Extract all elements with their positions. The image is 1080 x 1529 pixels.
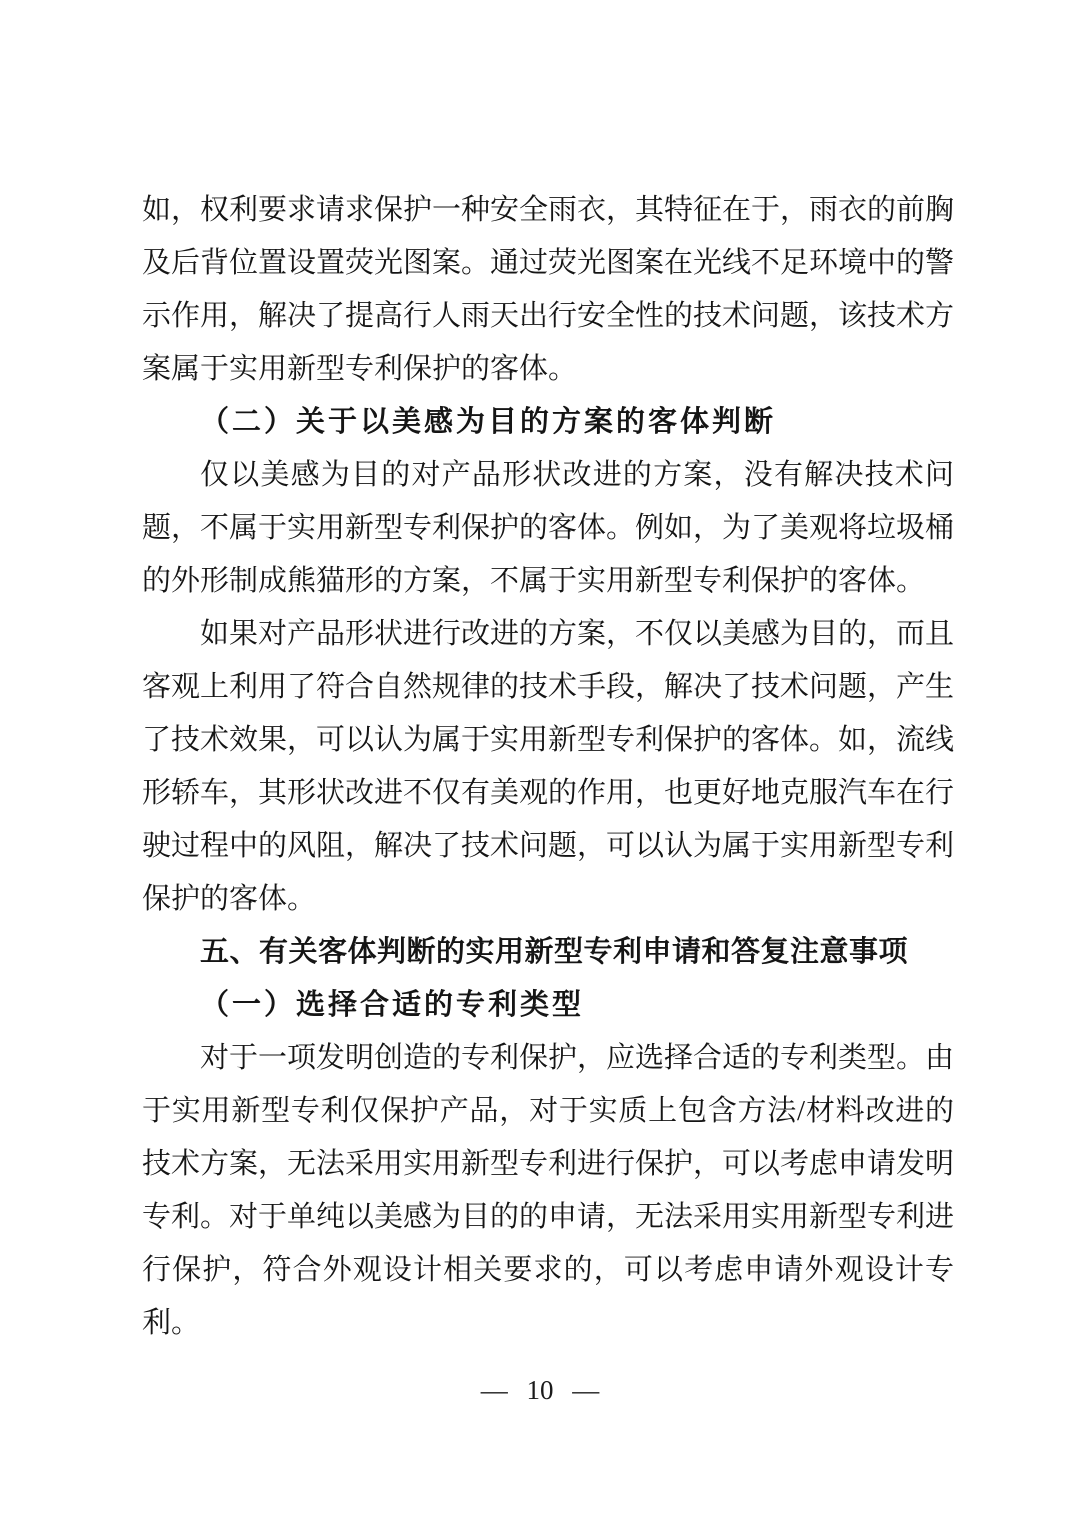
paragraph: 如果对产品形状进行改进的方案，不仅以美感为目的，而且客观上利用了符合自然规律的技术手段，解决了技术问题，产生了技术效果，可以认为属于实用新型专利保护的客体。如，流线形轿车，其形状改进不仅有美观的作用，也更好地克服汽车在行驶过程中的风阻，解决了技术问题，可以认为属于实用新型专利保护的客体。 xyxy=(142,618,955,915)
section-heading-5: 五、有关客体判断的实用新型专利申请和答复注意事项 xyxy=(200,936,909,968)
subsection-heading-1: （一）选择合适的专利类型 xyxy=(200,989,585,1021)
paragraph: 如，权利要求请求保护一种安全雨衣，其特征在于，雨衣的前胸及后背位置设置荧光图案。通过荧光图案在光线不足环境中的警示作用，解决了提高行人雨天出行安全性的技术问题，该技术方案属于实用新型专利保护的客体。 xyxy=(142,194,955,385)
page-body xyxy=(142,184,954,1350)
paragraph: 仅以美感为目的对产品形状改进的方案，没有解决技术问题，不属于实用新型专利保护的客体。例如，为了美观将垃圾桶的外形制成熊猫形的方案，不属于实用新型专利保护的客体。 xyxy=(142,459,955,597)
subsection-heading-2: （二）关于以美感为目的方案的客体判断 xyxy=(200,406,777,438)
page-number: — 10 — xyxy=(480,1375,600,1405)
paragraph: 对于一项发明创造的专利保护，应选择合适的专利类型。由于实用新型专利仅保护产品，对于实质上包含方法/材料改进的技术方案，无法采用实用新型专利进行保护，可以考虑申请发明专利。对于单纯以美感为目的的申请，无法采用实用新型专利进行保护，符合外观设计相关要求的，可以考虑申请外观设计专利。 xyxy=(142,1042,955,1339)
